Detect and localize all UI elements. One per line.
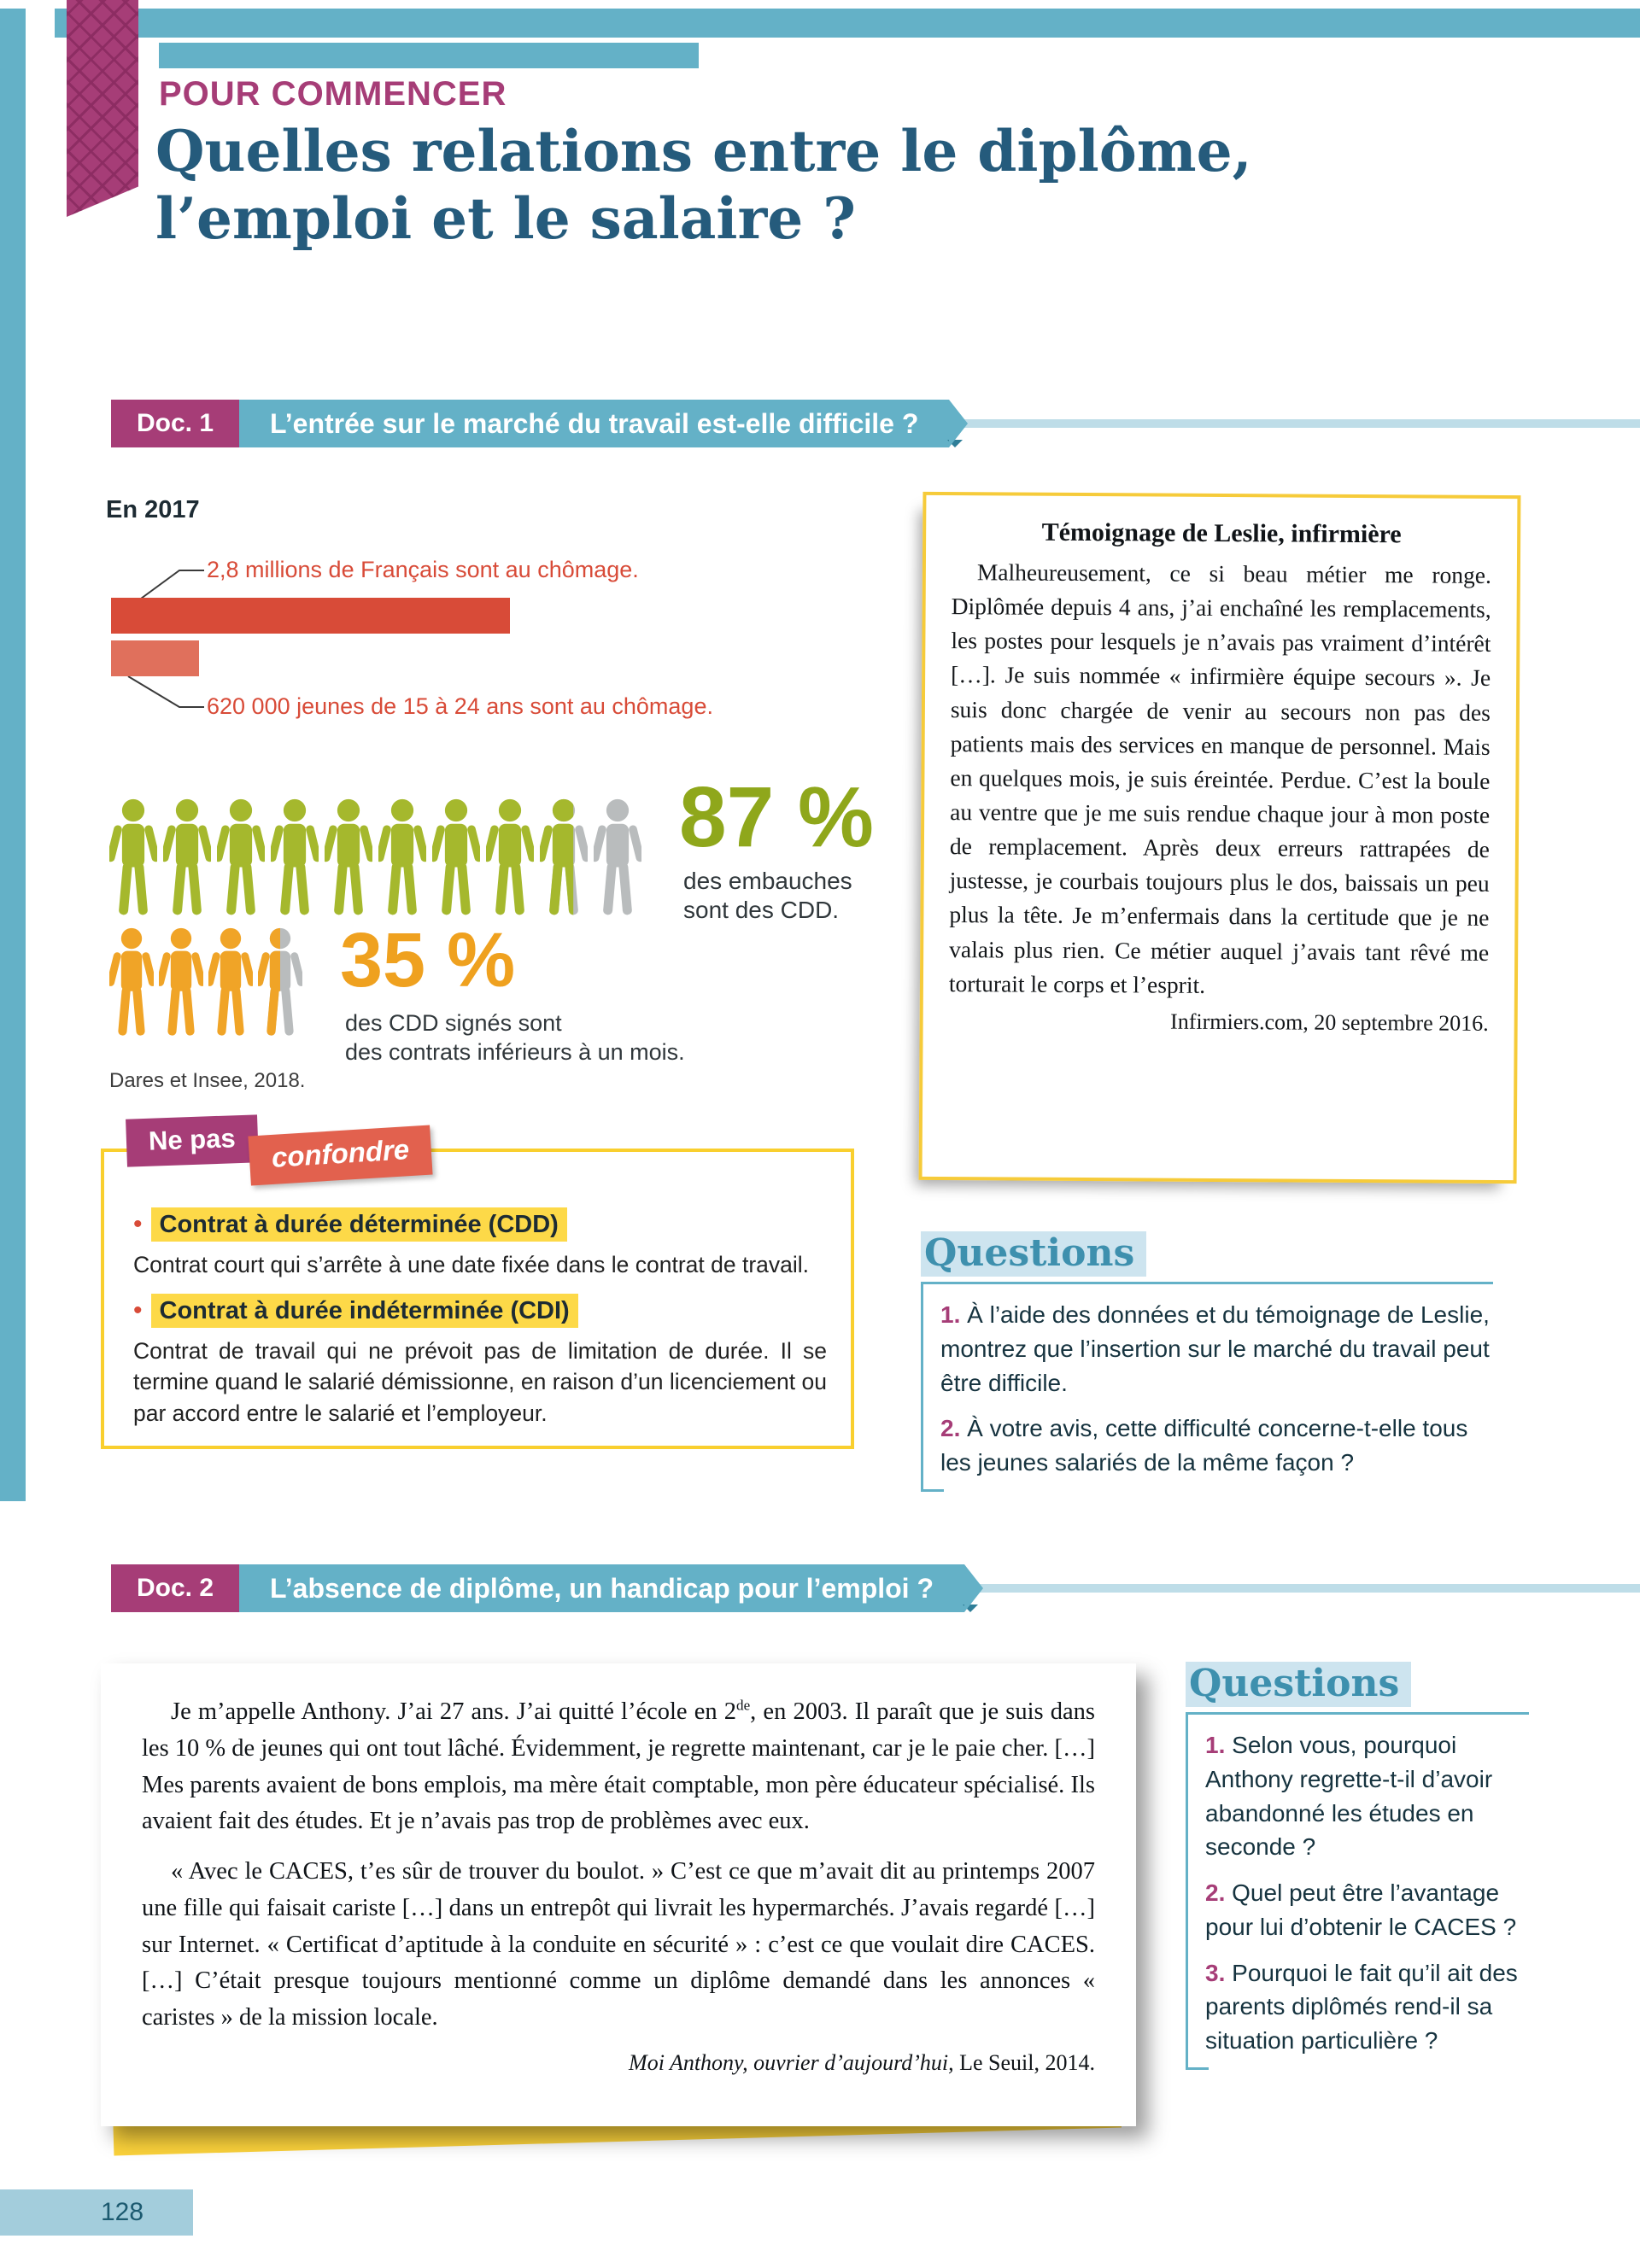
temoignage-box (919, 492, 1521, 1184)
person-icon (208, 924, 253, 1038)
left-accent-bar (0, 9, 26, 1501)
person-icon (432, 790, 480, 918)
questions-doc2-title: Questions (1186, 1662, 1411, 1707)
chart-year-label: En 2017 (106, 496, 200, 523)
stat-cdd-caption: des embauches sont des CDD. (683, 868, 852, 923)
person-icon (217, 790, 265, 918)
doc2-paragraph-1: Je m’appelle Anthony. J’ai 27 ans. J’ai quitté l’école en 2de, en 2003. Il paraît que je suis dans les 10 % de jeunes qui ont tout lâché. Évidemment, je regrette maintenant, car je le paie cher. […] Mes parents avaient de bons emplois, ma mère était comptable, mon père éducateur spécialisé. Ils avaient fait des études. Et je n’avais pas trop de problèmes avec eux. (142, 1697, 1095, 1835)
page-title (155, 118, 1252, 253)
person-icon (271, 790, 319, 918)
bar-unemployed-total (111, 598, 510, 634)
pictogram-row-short-cdd (109, 924, 302, 1038)
doc2-paragraph-2: « Avec le CACES, t’es sûr de trouver du boulot. » C’est ce que m’avait dit au printemps 2007 une fille qui faisait cariste […] dans un entrepôt qui livrait les hypermarchés. J’avais regardé […] sur Internet. « Certificat d’aptitude à la conduite en sécurité » : c’est ce que voulait dire CACES. […] C’était presque toujours mentionné comme un diplôme demandé dans les annonces « caristes » de la mission locale. (142, 1858, 1095, 2031)
temoignage-title: Témoignage de Leslie, infirmière (1041, 517, 1402, 549)
bullet-icon: • (133, 1295, 143, 1324)
questions-doc1 (921, 1231, 1493, 1492)
question-item: 3. Pourquoi le fait qu’il ait des parents diplômés rend-il sa situation particulière ? (1205, 1959, 1518, 2054)
page-title-line2: l’emploi et le salaire ? (155, 185, 856, 253)
doc2-text-box (101, 1663, 1136, 2126)
person-icon (258, 924, 302, 1038)
stat-cdd-value: 87 % (679, 769, 874, 865)
section-kicker: POUR COMMENCER (159, 75, 507, 113)
pictogram-row-cdd (109, 790, 641, 918)
person-icon (486, 790, 534, 918)
person-icon (540, 790, 588, 918)
confondre-tab: confondre (248, 1125, 432, 1186)
stat-short-cdd-caption: des CDD signés sont des contrats inférieurs à un mois. (345, 1010, 685, 1065)
doc2-badge: Doc. 2 (111, 1564, 239, 1612)
chapter-ribbon (67, 0, 138, 217)
question-item: 2. Quel peut être l’avantage pour lui d’obtenir le CACES ? (1205, 1879, 1517, 1940)
temoignage-body: Malheureusement, ce si beau métier me ronge. Diplômée depuis 4 ans, j’ai enchaîné les remplacements, les postes pour lesquels je n’avais pas vraiment d’intérêt […]. Je suis nommée « infirmière équipe secours ». Je suis donc chargée de venir au secours non pas des patients mais des services en manque de personnel. Mais en quelques mois, je suis éreintée. Perdue. C’est la boule au ventre que je me suis rendue chaque jour à mon poste de remplacement. Après deux erreurs rattrapées de justesse, je courbais toujours plus le dos, baissais un peu plus la tête. Je m’enfermais dans la certitude que je ne valais plus rien. Ce métier auquel j’avais tant rêvé me torturait le corps et l’esprit. (948, 558, 1491, 998)
doc1-banner (239, 400, 949, 447)
questions-doc1-list (921, 1284, 1493, 1492)
question-item: 2. À votre avis, cette difficulté concerne-t-elle tous les jeunes salariés de la même façon ? (940, 1415, 1468, 1476)
page-number-strip (0, 2189, 193, 2236)
doc2-banner (239, 1564, 964, 1612)
doc1-badge: Doc. 1 (111, 400, 239, 447)
page-number: 128 (101, 2198, 144, 2226)
person-icon (159, 924, 203, 1038)
stat-unemployed-total-label: 2,8 millions de Français sont au chômage. (207, 557, 639, 582)
questions-doc2 (1186, 1662, 1529, 2070)
questions-doc1-title: Questions (921, 1231, 1146, 1277)
person-icon (109, 790, 157, 918)
person-icon (109, 924, 154, 1038)
bullet-icon: • (133, 1210, 143, 1238)
stat-short-cdd-value: 35 % (340, 918, 516, 1003)
definition-term-cdd: • Contrat à durée déterminée (CDD) (133, 1210, 827, 1239)
questions-doc2-list (1186, 1715, 1529, 2070)
definition-term-cdi: • Contrat à durée indéterminée (CDI) (133, 1296, 827, 1325)
person-icon (378, 790, 426, 918)
person-icon (325, 790, 372, 918)
definition-cdi: Contrat de travail qui ne prévoit pas de limitation de durée. Il se termine quand le salarié démissionne, en raison d’un licenciement ou par accord entre le salarié et l’employeur. (133, 1337, 827, 1426)
question-item: 1. À l’aide des données et du témoignage de Leslie, montrez que l’insertion sur le marché du travail peut être difficile. (940, 1301, 1490, 1396)
temoignage-source: Infirmiers.com, 20 septembre 2016. (1170, 1008, 1489, 1036)
person-icon (163, 790, 211, 918)
top-accent-bar (55, 9, 1640, 38)
doc1-banner-label: L’entrée sur le marché du travail est-elle difficile ? (270, 407, 919, 439)
question-item: 1. Selon vous, pourquoi Anthony regrette-t-il d’avoir abandonné les études en seconde ? (1205, 1732, 1493, 1861)
stat-unemployed-youth-label: 620 000 jeunes de 15 à 24 ans sont au chômage. (207, 693, 713, 719)
ne-pas-confondre-box (101, 1149, 854, 1449)
definition-cdd: Contrat court qui s’arrête à une date fixée dans le contrat de travail. (133, 1252, 810, 1277)
doc2-banner-label: L’absence de diplôme, un handicap pour l’emploi ? (270, 1572, 934, 1604)
chart-source: Dares et Insee, 2018. (109, 1069, 306, 1092)
page-title-line1: Quelles relations entre le diplôme, (155, 118, 1252, 184)
doc2-source: Moi Anthony, ouvrier d’aujourd’hui, Le Seuil, 2014. (629, 2049, 1095, 2075)
ne-pas-tab: Ne pas (126, 1114, 259, 1166)
kicker-accent-bar (159, 43, 699, 68)
person-icon (594, 790, 641, 918)
bar-unemployed-youth (111, 640, 199, 676)
ne-pas-confondre-content (133, 1210, 827, 1444)
